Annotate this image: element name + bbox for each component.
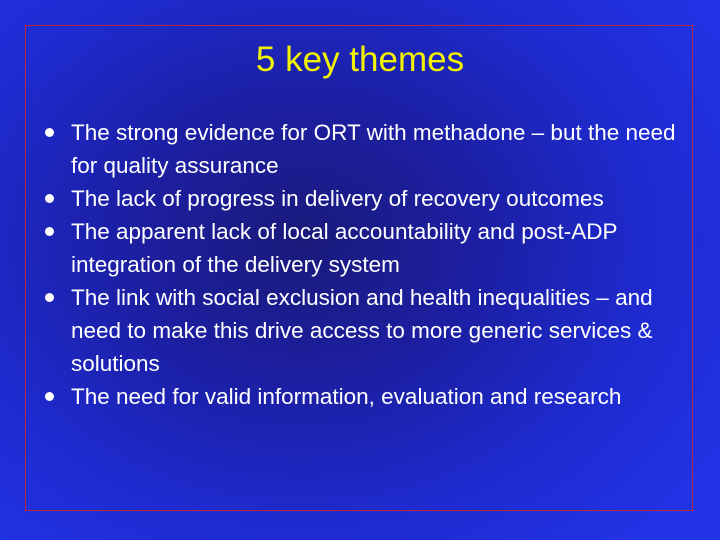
bullet-dot-icon [45,392,54,401]
bullet-item [44,182,684,215]
bullet-dot-icon [45,293,54,302]
bullet-item [44,215,684,281]
bullet-text: The strong evidence for ORT with methadone – but the need for quality assurance [71,120,676,178]
bullet-text: The link with social exclusion and health inequalities – and need to make this drive access to more generic services & solutions [71,285,653,376]
bullet-text: The need for valid information, evaluation and research [71,384,622,409]
bullet-dot-icon [45,194,54,203]
slide-title: 5 key themes [255,40,465,79]
bullet-text: The apparent lack of local accountability and post-ADP integration of the delivery system [71,219,618,277]
bullet-item [44,281,684,380]
bullet-dot-icon [45,227,54,236]
bullet-dot-icon [45,128,54,137]
bullet-list [44,116,684,413]
bullet-item [44,380,684,413]
bullet-item [44,116,684,182]
bullet-text: The lack of progress in delivery of recovery outcomes [71,186,604,211]
